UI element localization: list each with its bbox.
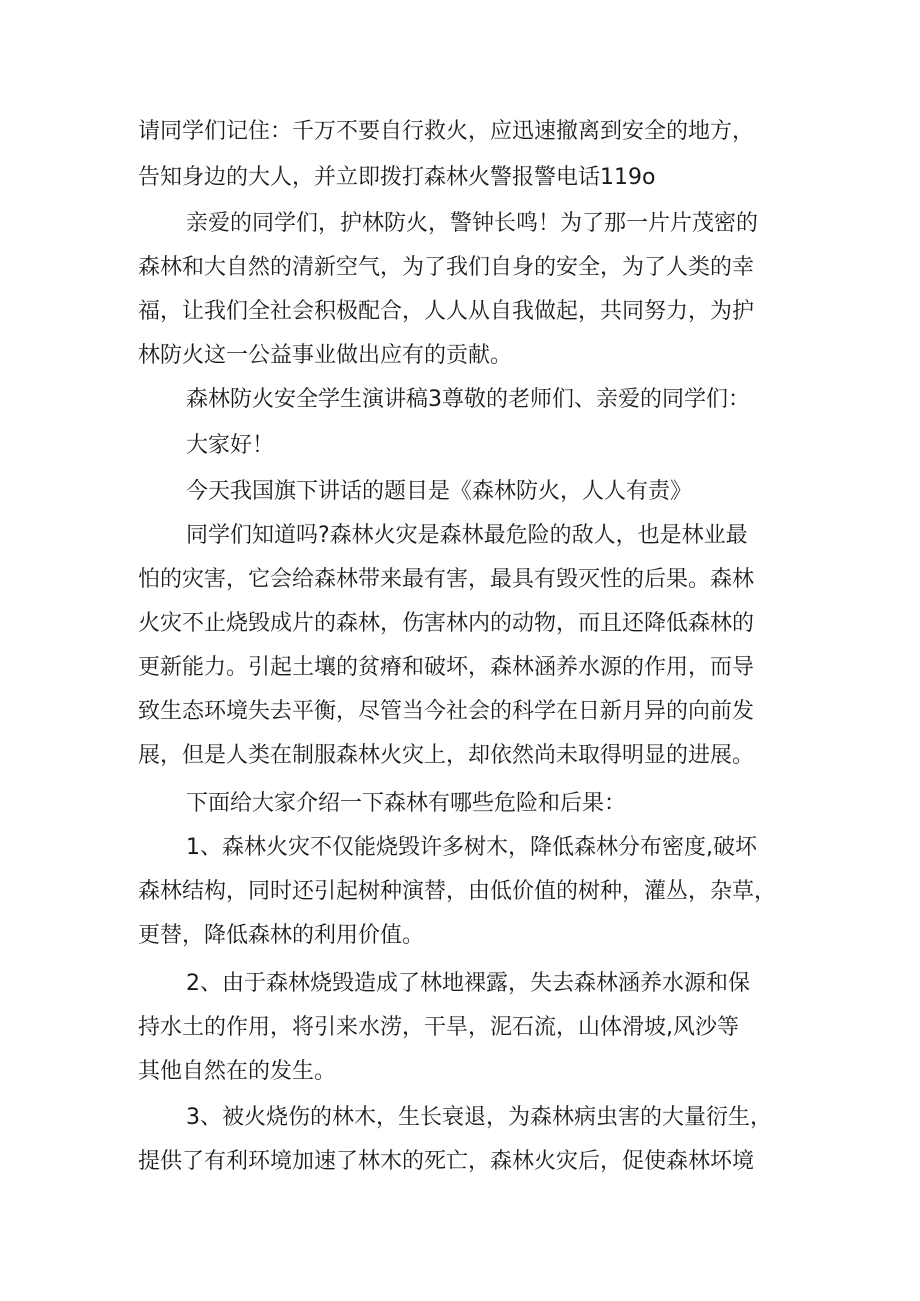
text-line: 持水土的作用，将引来水涝，干旱，泥石流，山体滑坡,风沙等: [138, 1015, 739, 1040]
text-line: 大家好！: [186, 433, 275, 458]
text-line: 更替，降低森林的利用价值。: [138, 923, 425, 948]
text-line: 森林和大自然的清新空气，为了我们自身的安全，为了人类的幸: [138, 255, 755, 280]
text-line: 2、由于森林烧毁造成了林地裸露，失去森林涵养水源和保: [186, 971, 750, 996]
text-line: 火灾不止烧毁成片的森林，伤害林内的动物，而且还降低森林的: [138, 611, 755, 636]
text-line: 森林结构，同时还引起树种演替，由低价值的树种，灌丛，杂草，: [138, 879, 777, 904]
text-line: 告知身边的大人，并立即拨打森林火警报警电话119o: [138, 165, 656, 190]
text-line: 其他自然在的发生。: [138, 1059, 337, 1084]
text-line: 展，但是人类在制服森林火灾上，却依然尚未取得明显的进展。: [138, 743, 755, 768]
text-line: 怕的灾害，它会给森林带来最有害，最具有毁灭性的后果。森林: [138, 567, 755, 592]
text-line: 致生态环境失去平衡，尽管当今社会的科学在日新月异的向前发: [138, 699, 755, 724]
text-line: 亲爱的同学们，护林防火，警钟长鸣！为了那一片片茂密的: [186, 211, 759, 236]
text-line: 下面给大家介绍一下森林有哪些危险和后果：: [186, 791, 627, 816]
text-line: 3、被火烧伤的林木，生长衰退，为森林病虫害的大量衍生，: [186, 1105, 772, 1130]
text-line: 请同学们记住：千万不要自行救火，应迅速撤离到安全的地方，: [138, 119, 755, 144]
text-line: 今天我国旗下讲话的题目是《森林防火，人人有责》: [186, 479, 693, 504]
text-line: 福，让我们全社会积极配合，人人从自我做起，共同努力，为护: [138, 299, 755, 324]
text-line: 提供了有利环境加速了林木的死亡，森林火灾后，促使森林坏境: [138, 1149, 755, 1174]
text-line: 更新能力。引起土壤的贫瘠和破坏，森林涵养水源的作用，而导: [138, 655, 755, 680]
text-line: 森林防火安全学生演讲稿3尊敬的老师们、亲爱的同学们：: [186, 387, 750, 412]
text-line: 林防火这一公益事业做出应有的贡献。: [138, 343, 513, 368]
text-line: 同学们知道吗?森林火灾是森林最危险的敌人，也是林业最: [186, 523, 748, 548]
text-line: 1、森林火灾不仅能烧毁许多树木，降低森林分布密度,破坏: [186, 835, 757, 860]
